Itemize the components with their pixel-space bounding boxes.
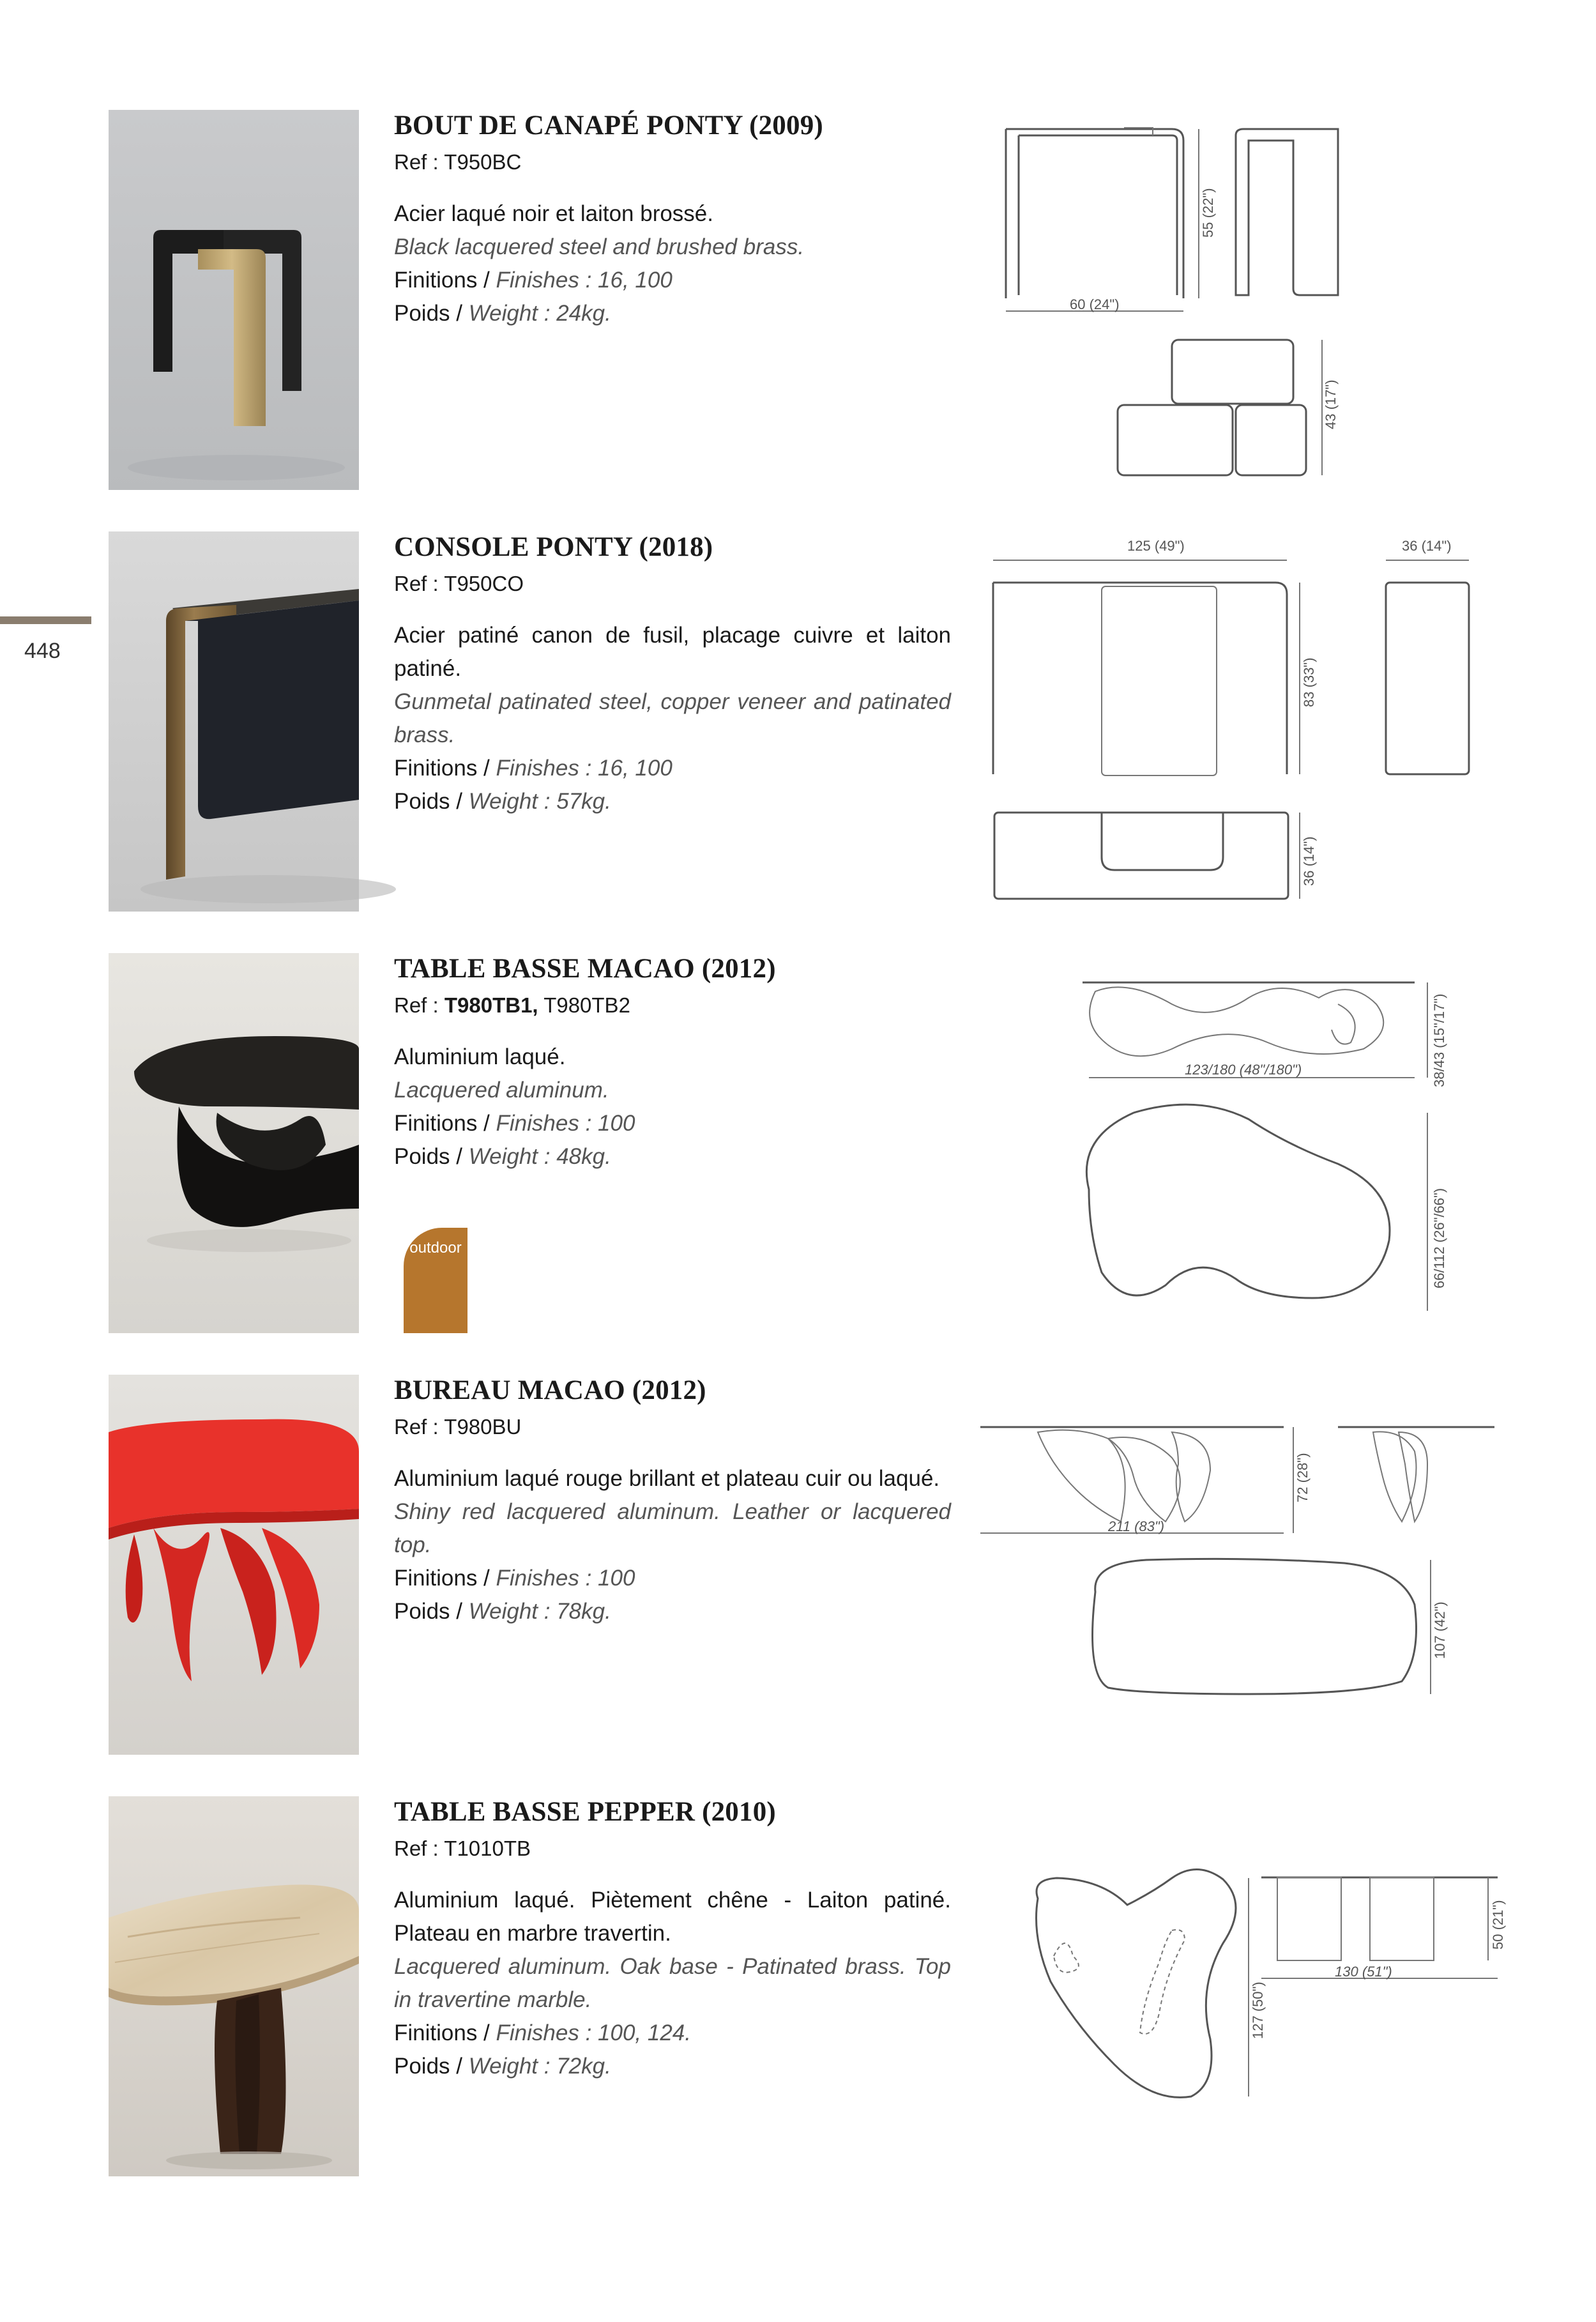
product-ref: Ref : T980BU [394,1415,522,1439]
product-title: TABLE BASSE PEPPER (2010) [394,1797,776,1827]
finishes: Finitions / Finishes : 100 [394,1111,635,1136]
product-ponty-side-table [0,110,1596,493]
product-photo [109,953,462,1333]
technical-drawing [980,110,1504,493]
svg-text:83 (33"): 83 (33") [1301,657,1317,707]
product-ref: Ref : T1010TB [394,1837,531,1860]
product-description [394,1462,951,1628]
page-number: 448 [24,639,61,663]
product-photo [109,110,359,490]
product-macao-desk [0,1375,1596,1758]
finishes: Finitions / Finishes : 16, 100 [394,268,673,293]
product-photo [109,531,359,912]
product-ref: Ref : T950BC [394,150,522,174]
product-pepper-coffee-table [0,1796,1596,2180]
product-photo [109,1796,359,2176]
finishes: Finitions / Finishes : 100, 124. [394,2020,691,2045]
outdoor-badge: outdoor [404,1228,467,1333]
svg-text:60 (24"): 60 (24") [1070,296,1120,312]
desc-fr: Acier patiné canon de fusil, placage cuivre et laiton patiné. [394,623,951,681]
desc-en: Black lacquered steel and brushed brass. [394,234,805,259]
desc-en: Lacquered aluminum. [394,1078,609,1103]
desc-fr: Aluminium laqué. Piètement chêne - Laiton patiné. Plateau en marbre travertin. [394,1888,951,1946]
svg-text:55 (22"): 55 (22") [1200,188,1216,238]
product-info [394,953,951,1173]
desc-fr: Acier laqué noir et laiton brossé. [394,201,713,226]
product-ref: Ref : T950CO [394,572,524,595]
product-title: BOUT DE CANAPÉ PONTY (2009) [394,111,823,141]
product-info [394,1796,951,2083]
technical-drawing [980,1375,1504,1758]
product-macao-coffee-table [0,953,1596,1336]
product-title: BUREAU MACAO (2012) [394,1375,706,1405]
svg-text:50 (21"): 50 (21") [1490,1900,1506,1950]
product-description [394,1884,951,2083]
svg-text:211 (83"): 211 (83") [1108,1518,1165,1534]
product-title: TABLE BASSE MACAO (2012) [394,954,776,984]
finishes: Finitions / Finishes : 100 [394,1566,635,1591]
svg-text:107 (42"): 107 (42") [1432,1601,1448,1659]
svg-text:38/43 (15"/17"): 38/43 (15"/17") [1431,993,1447,1087]
product-ref: Ref : T980TB1, T980TB2 [394,993,630,1017]
desc-en: Lacquered aluminum. Oak base - Patinated brass. Top in travertine marble. [394,1954,951,2012]
product-info [394,110,951,330]
technical-drawing [980,953,1504,1336]
svg-text:72 (28"): 72 (28") [1295,1453,1311,1502]
weight: Poids / Weight : 72kg. [394,2054,611,2079]
weight: Poids / Weight : 57kg. [394,789,611,814]
svg-text:123/180 (48"/180"): 123/180 (48"/180") [1185,1062,1302,1078]
desc-fr: Aluminium laqué. [394,1044,566,1069]
technical-drawing [980,531,1504,915]
svg-text:127 (50"): 127 (50") [1250,1982,1266,2039]
svg-text:36 (14"): 36 (14") [1301,836,1317,886]
product-description [394,1041,951,1173]
product-description [394,619,951,818]
product-description [394,197,951,330]
desc-en: Gunmetal patinated steel, copper veneer and patinated brass. [394,689,951,747]
desc-en: Shiny red lacquered aluminum. Leather or lacquered top. [394,1499,951,1557]
weight: Poids / Weight : 24kg. [394,301,611,326]
weight: Poids / Weight : 48kg. [394,1144,611,1169]
desc-fr: Aluminium laqué rouge brillant et plateau cuir ou laqué. [394,1466,940,1491]
product-title: CONSOLE PONTY (2018) [394,532,713,562]
svg-text:43 (17"): 43 (17") [1323,379,1339,429]
weight: Poids / Weight : 78kg. [394,1599,611,1624]
svg-text:36 (14"): 36 (14") [1402,538,1452,554]
svg-text:125 (49"): 125 (49") [1127,538,1185,554]
svg-text:66/112 (26"/66"): 66/112 (26"/66") [1431,1188,1447,1288]
product-photo [109,1375,359,1755]
product-info [394,1375,951,1628]
technical-drawing [980,1796,1504,2180]
svg-text:130 (51"): 130 (51") [1335,1964,1392,1980]
product-info [394,531,951,818]
finishes: Finitions / Finishes : 16, 100 [394,756,673,781]
product-ponty-console [0,531,1596,915]
